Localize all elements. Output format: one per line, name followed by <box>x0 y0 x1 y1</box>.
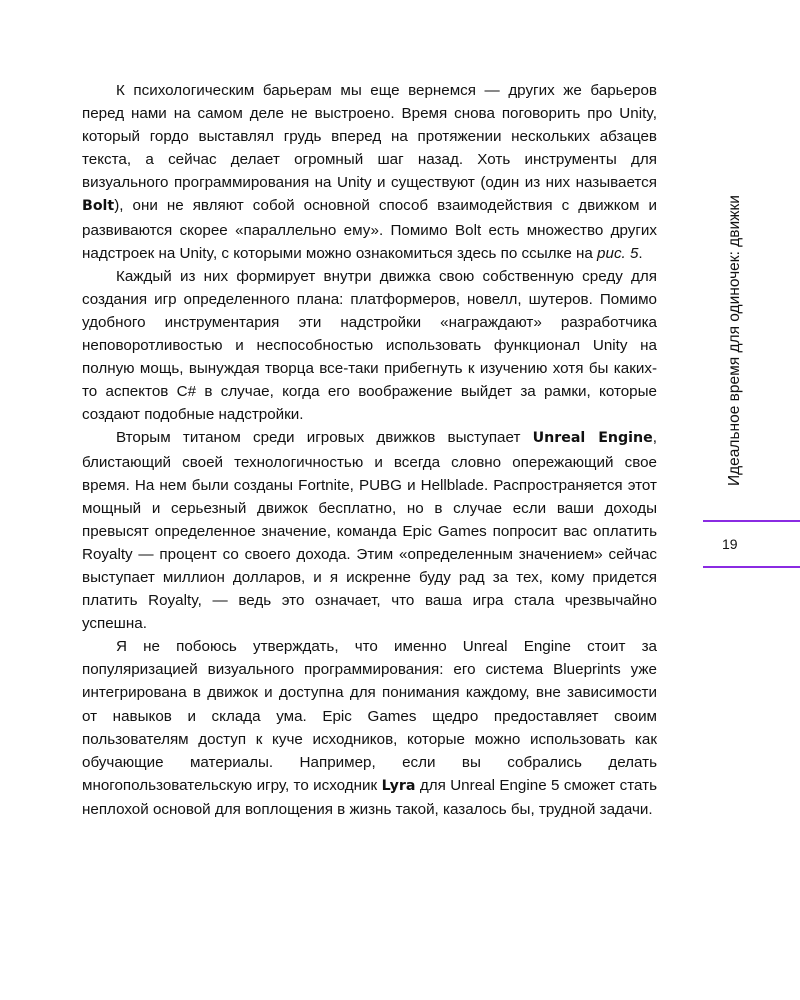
paragraph-1-text-2: ), они не являют собой основной способ взаимодействия с движком и развиваются скорее «параллельно ему». Помимо Bolt есть множество других надстроек на Unity, с которыми можно ознакомиться здесь по ссылке на <box>82 197 657 262</box>
paragraph-4-text-1: Я не побоюсь утверждать, что именно Unreal Engine стоит за популяризацией визуального программирования: его система Blueprints уже интегрирована в движок и доступна для понимания каждому, вне зависимости от навыков и склада ума. Epic Games щедро предоставляет своим пользователям доступ к куче исходников, которые можно использовать как обучающие материалы. Например, если вы собрались делать многопользовательскую игру, то исходник <box>82 638 657 794</box>
bolt-term: Bolt <box>82 198 115 215</box>
paragraph-4 <box>82 635 657 821</box>
unreal-engine-term: Unreal Engine <box>532 430 653 447</box>
paragraph-3-text-1: Вторым титаном среди игровых движков выступает <box>116 429 533 447</box>
page-number-rule-bottom <box>703 566 800 568</box>
lyra-term: Lyra <box>381 777 416 794</box>
page-number: 19 <box>722 536 738 552</box>
paragraph-3-text-2: , блистающий своей технологичностью и всегда словно опережающий свое время. На нем были созданы Fortnite, PUBG и Hellblade. Распространяется этот мощный и серьезный движок бесплатно, но в случае если ваши доходы превысят определенное значение, команда Epic Games попросит вас оплатить Royalty — процент со своего дохода. Этим «определенным значением» сейчас выступает миллион долларов, и я искренне буду рад за тех, кому придется платить Royalty, — ведь это означает, что ваша игра стала чрезвычайно успешна. <box>82 429 657 633</box>
paragraph-1-text-3: . <box>638 244 643 262</box>
figure-reference: рис. 5 <box>597 244 639 262</box>
paragraph-1 <box>82 79 657 265</box>
main-text-column <box>82 79 657 821</box>
paragraph-3 <box>82 426 657 635</box>
running-title: Идеальное время для одиночек: движки <box>726 195 743 486</box>
paragraph-4-text-2: для Unreal Engine 5 сможет стать неплохой основой для воплощения в жизнь такой, казалось бы, трудной задачи. <box>82 776 657 818</box>
page-number-rule-top <box>703 520 800 522</box>
paragraph-2: Каждый из них формирует внутри движка свою собственную среду для создания игр определенного плана: платформеров, новелл, шутеров. Помимо удобного инструментария эти надстройки «награждают» разработчика неповоротливостью и неспособностью использовать функционал Unity на полную мощь, вынуждая творца все-таки прибегнуть к изучению хотя бы каких-то аспектов C# в случае, когда его воображение выйдет за рамки, которые создают подобные надстройки. <box>82 267 657 424</box>
paragraph-1-text-1: К психологическим барьерам мы еще вернемся — других же барьеров перед нами на самом деле не выстроено. Время снова поговорить про Unity, который гордо выставлял грудь вперед на протяжении нескольких абзацев текста, а сейчас делает огромный шаг назад. Хоть инструменты для визуального программирования на Unity и существуют (один из них называется <box>82 82 657 192</box>
